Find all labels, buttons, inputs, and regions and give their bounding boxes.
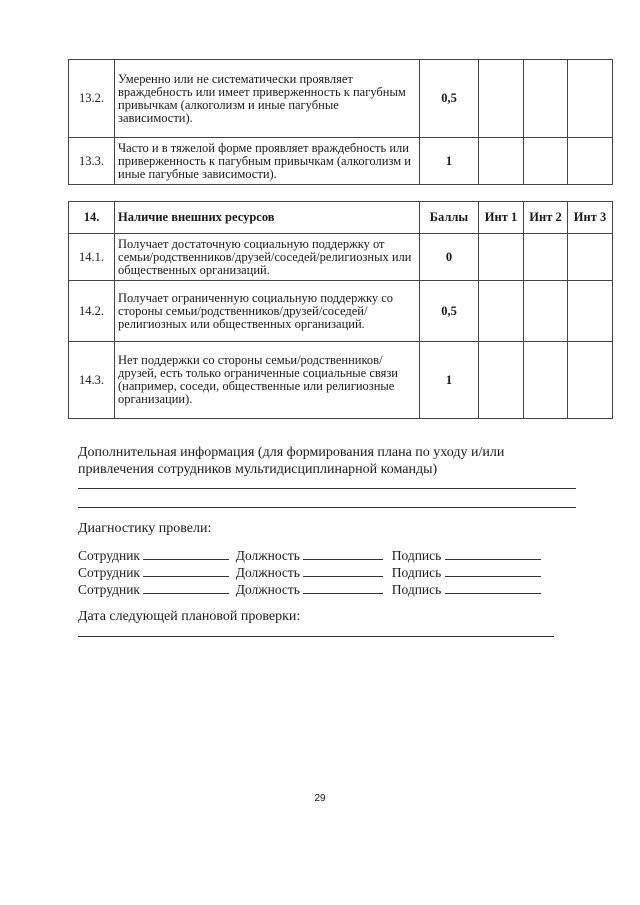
item-number: 14.1. <box>69 234 115 281</box>
staff-row <box>78 565 541 580</box>
table-header-row <box>69 202 613 234</box>
table-row <box>69 138 613 185</box>
table-row <box>69 342 613 419</box>
item-description: Умеренно или не систематически проявляет враждебность или имеет приверженность к пагубным привычкам (алкоголизм и иные пагубные зависимости). <box>115 60 420 138</box>
int1-cell[interactable] <box>479 234 524 281</box>
staff-row <box>78 548 541 563</box>
signature-blank[interactable] <box>445 548 541 560</box>
additional-info-label: Дополнительная информация (для формирования плана по уходу и/или привлечения сотрудников мультидисциплинарной команды) <box>78 445 505 477</box>
signature-blank[interactable] <box>445 582 541 594</box>
item-number: 13.2. <box>69 60 115 138</box>
position-label: Должность <box>235 582 300 597</box>
position-blank[interactable] <box>303 565 383 577</box>
int1-cell[interactable] <box>479 60 524 138</box>
employee-blank[interactable] <box>143 582 229 594</box>
signature-blank[interactable] <box>445 565 541 577</box>
item-points: 1 <box>420 138 479 185</box>
points-header: Баллы <box>420 202 479 234</box>
assessment-table-14 <box>68 201 613 419</box>
int2-cell[interactable] <box>524 138 568 185</box>
item-points: 0,5 <box>420 60 479 138</box>
int1-cell[interactable] <box>479 281 524 342</box>
section-title: Наличие внешних ресурсов <box>115 202 420 234</box>
int1-header: Инт 1 <box>479 202 524 234</box>
employee-label: Сотрудник <box>78 565 140 580</box>
diagnostics-label: Диагностику провели: <box>78 521 212 536</box>
employee-blank[interactable] <box>143 565 229 577</box>
position-blank[interactable] <box>303 582 383 594</box>
item-number: 14.2. <box>69 281 115 342</box>
item-points: 0 <box>420 234 479 281</box>
employee-label: Сотрудник <box>78 548 140 563</box>
int3-header: Инт 3 <box>568 202 613 234</box>
item-description: Нет поддержки со стороны семьи/родственников/друзей, есть только ограниченные социальные связи (например, соседи, общественные или религиозные организации). <box>115 342 420 419</box>
int1-cell[interactable] <box>479 342 524 419</box>
position-label: Должность <box>235 548 300 563</box>
int3-cell[interactable] <box>568 60 613 138</box>
table-row <box>69 60 613 138</box>
position-label: Должность <box>235 565 300 580</box>
next-check-line[interactable] <box>78 636 554 637</box>
position-blank[interactable] <box>303 548 383 560</box>
item-description: Получает ограниченную социальную поддержку со стороны семьи/родственников/друзей/соседей/религиозных или общественных организаций. <box>115 281 420 342</box>
int1-cell[interactable] <box>479 138 524 185</box>
table-row <box>69 234 613 281</box>
item-points: 1 <box>420 342 479 419</box>
signature-label: Подпись <box>391 582 442 597</box>
employee-blank[interactable] <box>143 548 229 560</box>
item-description: Получает достаточную социальную поддержку от семьи/родственников/друзей/соседей/религиозных или общественных организаций. <box>115 234 420 281</box>
int2-cell[interactable] <box>524 281 568 342</box>
item-points: 0,5 <box>420 281 479 342</box>
int2-header: Инт 2 <box>524 202 568 234</box>
int2-cell[interactable] <box>524 234 568 281</box>
section-number: 14. <box>69 202 115 234</box>
signature-label: Подпись <box>391 565 442 580</box>
int2-cell[interactable] <box>524 60 568 138</box>
employee-label: Сотрудник <box>78 582 140 597</box>
page-number: 29 <box>314 793 326 804</box>
next-check-label: Дата следующей плановой проверки: <box>78 609 301 624</box>
additional-info-line[interactable] <box>78 507 576 508</box>
item-number: 14.3. <box>69 342 115 419</box>
assessment-table-13 <box>68 59 613 185</box>
staff-row <box>78 582 541 597</box>
additional-info-line[interactable] <box>78 488 576 489</box>
table-row <box>69 281 613 342</box>
int3-cell[interactable] <box>568 234 613 281</box>
item-number: 13.3. <box>69 138 115 185</box>
int3-cell[interactable] <box>568 138 613 185</box>
item-description: Часто и в тяжелой форме проявляет враждебность или приверженность к пагубным привычкам (алкоголизм и иные пагубные зависимости). <box>115 138 420 185</box>
int3-cell[interactable] <box>568 281 613 342</box>
int3-cell[interactable] <box>568 342 613 419</box>
int2-cell[interactable] <box>524 342 568 419</box>
signature-label: Подпись <box>391 548 442 563</box>
